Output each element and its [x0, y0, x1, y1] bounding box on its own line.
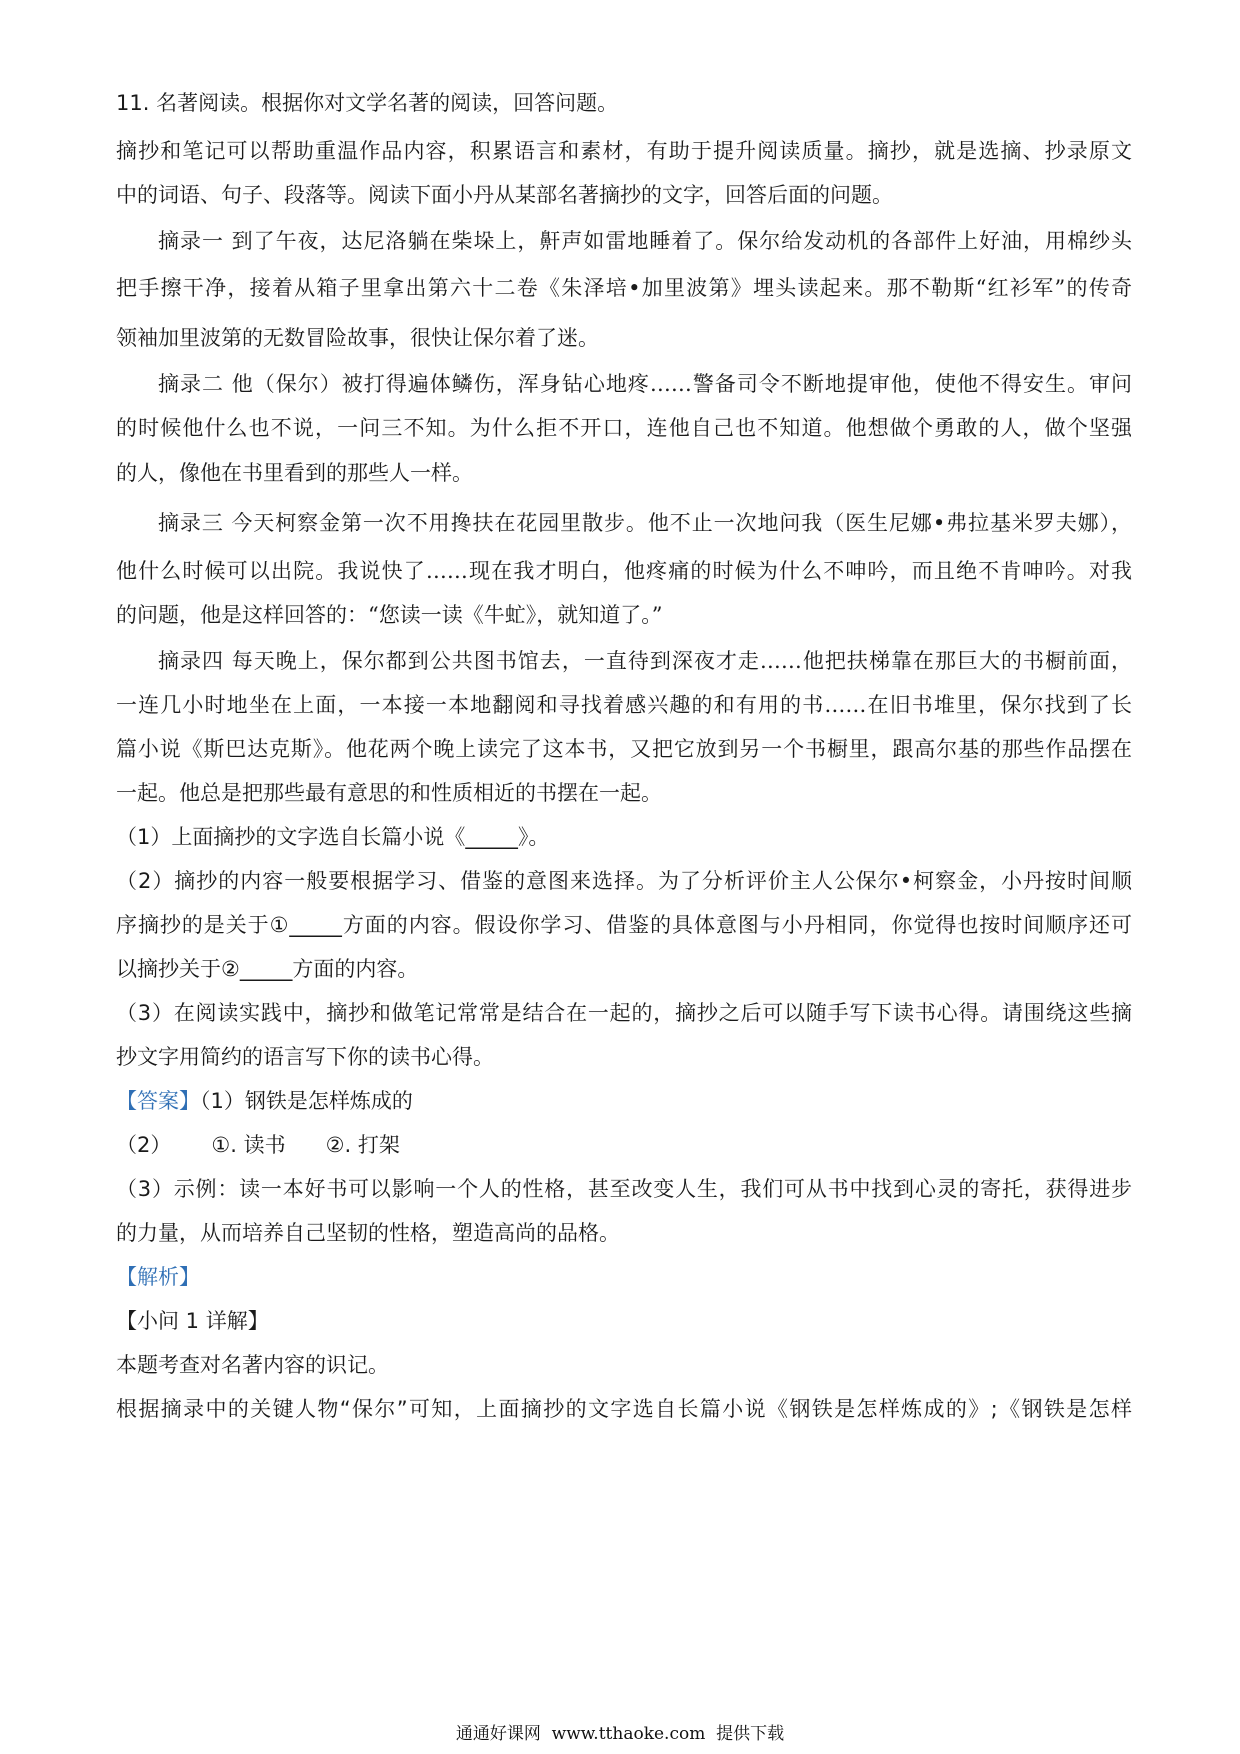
question-title: 11. 名著阅读。根据你对文学名著的阅读，回答问题。 [116, 91, 619, 115]
question-2-line-3: 以摘抄关于②_____方面的内容。 [116, 957, 419, 981]
excerpt-3-line-2: 他什么时候可以出院。我说快了……现在我才明白，他疼痛的时候为什么不呻吟，而且绝不肯呻吟。对我 [116, 559, 1132, 583]
answer-3-line-2: 的力量，从而培养自己坚韧的性格，塑造高尚的品格。 [116, 1221, 620, 1245]
question-3-line-1: （3）在阅读实践中，摘抄和做笔记常常是结合在一起的，摘抄之后可以随手写下读书心得。请围绕这些摘 [116, 1001, 1132, 1025]
excerpt-4-line-3: 篇小说《斯巴达克斯》。他花两个晚上读完了这本书，又把它放到另一个书橱里，跟高尔基的那些作品摆在 [116, 737, 1132, 761]
answer-1: （1）钢铁是怎样炼成的 [200, 1089, 413, 1113]
analysis-subheading-1: 【小问 1 详解】 [116, 1309, 269, 1333]
intro-line-2: 中的词语、句子、段落等。阅读下面小丹从某部名著摘抄的文字，回答后面的问题。 [116, 183, 893, 207]
answer-tag: 【答案】 [116, 1089, 200, 1113]
excerpt-1-line-3: 领袖加里波第的无数冒险故事，很快让保尔着了迷。 [116, 326, 599, 350]
page-footer: 通通好课网 www.tthaoke.com 提供下载 [455, 1724, 785, 1744]
analysis-line-2: 根据摘录中的关键人物“保尔”可知，上面摘抄的文字选自长篇小说《钢铁是怎样炼成的》;《钢铁是怎样 [116, 1397, 1132, 1421]
answer-3-line-1: （3）示例：读一本好书可以影响一个人的性格，甚至改变人生，我们可从书中找到心灵的寄托，获得进步 [116, 1177, 1132, 1201]
question-3-line-2: 抄文字用简约的语言写下你的读书心得。 [116, 1045, 494, 1069]
answer-line-1 [116, 1086, 1132, 1116]
excerpt-2-line-1: 摘录二 他（保尔）被打得遍体鳞伤，浑身钻心地疼……警备司令不断地提审他，使他不得安生。审问 [158, 372, 1132, 396]
question-2-line-1: （2）摘抄的内容一般要根据学习、借鉴的意图来选择。为了分析评价主人公保尔•柯察金，小丹按时间顺 [116, 869, 1132, 893]
excerpt-3-line-1: 摘录三 今天柯察金第一次不用搀扶在花园里散步。他不止一次地问我（医生尼娜•弗拉基米罗夫娜）， [158, 511, 1132, 535]
excerpt-4-line-2: 一连几小时地坐在上面，一本接一本地翻阅和寻找着感兴趣的和有用的书……在旧书堆里，保尔找到了长 [116, 693, 1132, 717]
analysis-tag: 【解析】 [116, 1265, 200, 1289]
question-2-line-2: 序摘抄的是关于①_____方面的内容。假设你学习、借鉴的具体意图与小丹相同，你觉得也按时间顺序还可 [116, 913, 1132, 937]
excerpt-1-line-2: 把手擦干净，接着从箱子里拿出第六十二卷《朱泽培•加里波第》埋头读起来。那不勒斯“红衫军”的传奇 [116, 276, 1132, 300]
analysis-line-1: 本题考查对名著内容的识记。 [116, 1353, 389, 1377]
excerpt-1-line-1: 摘录一 到了午夜，达尼洛躺在柴垛上，鼾声如雷地睡着了。保尔给发动机的各部件上好油，用棉纱头 [158, 229, 1132, 253]
question-1: （1）上面摘抄的文字选自长篇小说《_____》。 [116, 825, 550, 849]
excerpt-3-line-3: 的问题，他是这样回答的：“您读一读《牛虻》，就知道了。” [116, 603, 663, 627]
excerpt-2-line-2: 的时候他什么也不说，一问三不知。为什么拒不开口，连他自己也不知道。他想做个勇敢的人，做个坚强 [116, 416, 1132, 440]
intro-line-1: 摘抄和笔记可以帮助重温作品内容，积累语言和素材，有助于提升阅读质量。摘抄，就是选摘、抄录原文 [116, 139, 1132, 163]
excerpt-2-line-3: 的人，像他在书里看到的那些人一样。 [116, 461, 473, 485]
excerpt-4-line-4: 一起。他总是把那些最有意思的和性质相近的书摆在一起。 [116, 781, 662, 805]
answer-2: （2） ①. 读书 ②. 打架 [116, 1133, 400, 1157]
excerpt-4-line-1: 摘录四 每天晚上，保尔都到公共图书馆去，一直待到深夜才走……他把扶梯靠在那巨大的书橱前面， [158, 649, 1132, 673]
